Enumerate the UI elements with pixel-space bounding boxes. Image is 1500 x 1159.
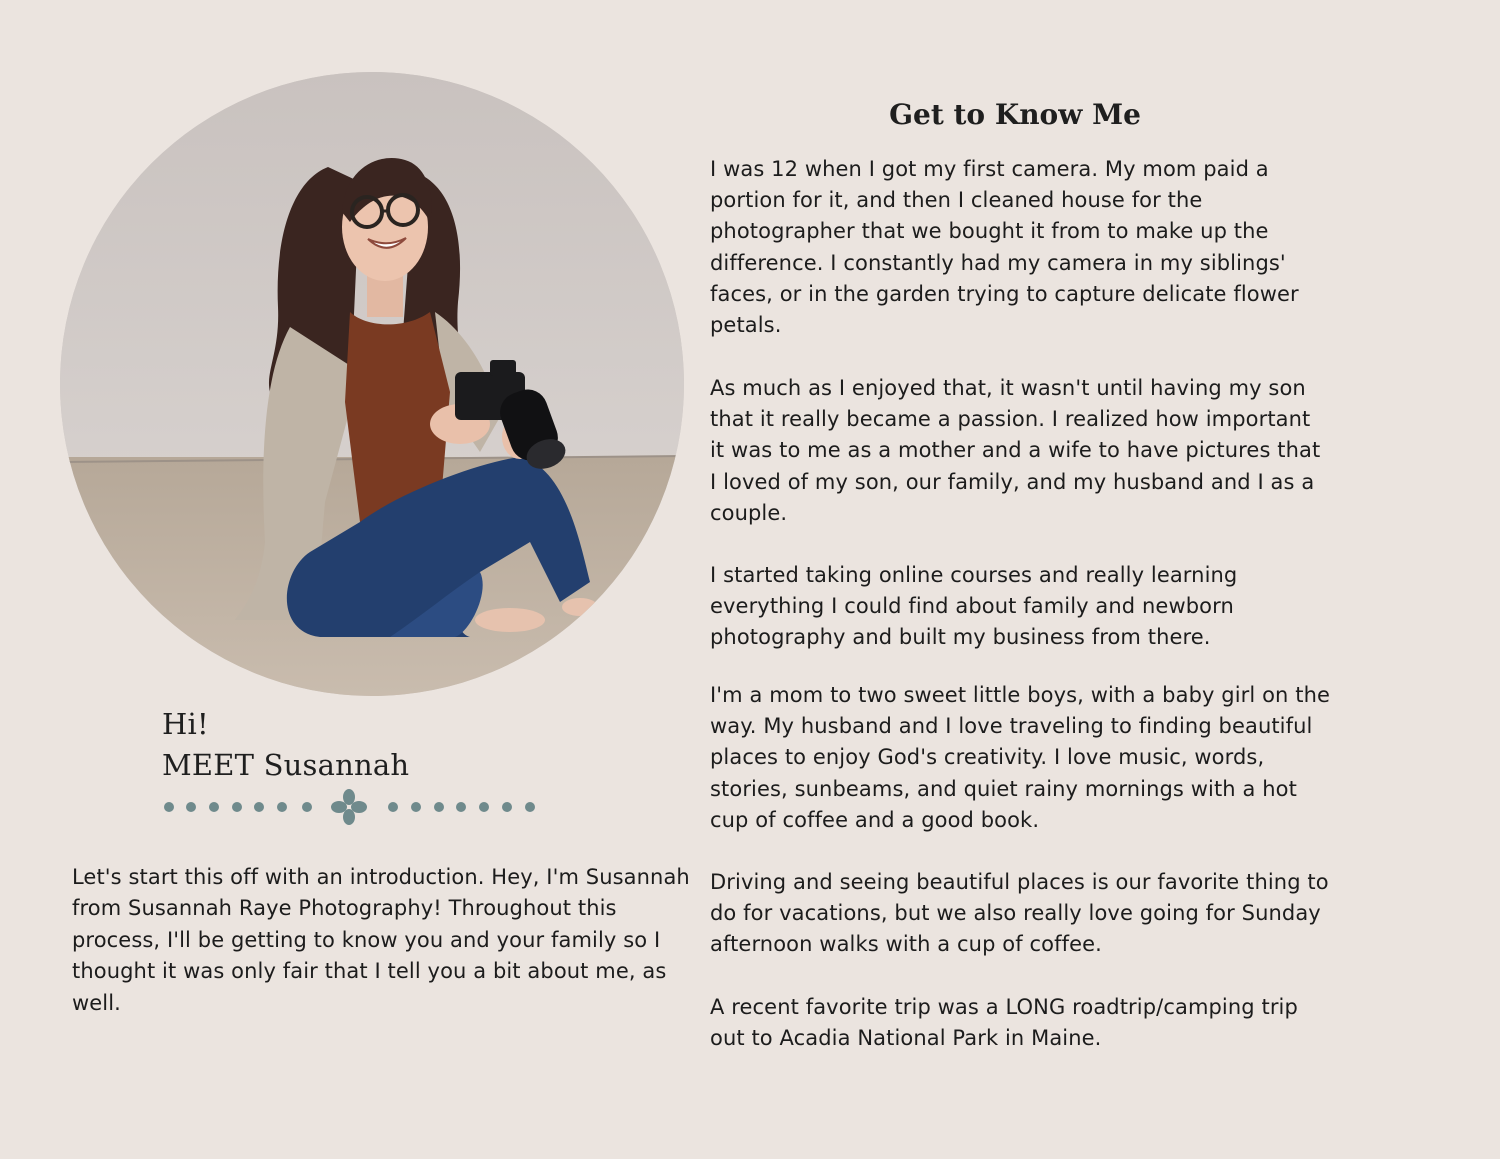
about-paragraph-2: As much as I enjoyed that, it wasn't until having my son that it really became a passion. I realized how important it was to me as a mother and a wife to have pictures that I loved of my son, our family, and my husband and I as a couple. bbox=[710, 376, 1321, 525]
about-paragraph-1: I was 12 when I got my first camera. My mom paid a portion for it, and then I cleaned house for the photographer that we bought it from to make up the difference. I constantly had my camera in my siblings' faces, or in the garden trying to capture delicate flower petals. bbox=[710, 157, 1299, 338]
divider-dots-left bbox=[164, 802, 312, 812]
intro-paragraph: Let's start this off with an introduction. Hey, I'm Susannah from Susannah Raye Photography! Throughout this process, I'll be getting to know you and your family so I thought it was only fair that I tell you a bit about me, as well. bbox=[72, 865, 690, 1015]
about-paragraph-5: Driving and seeing beautiful places is our favorite thing to do for vacations, but we also really love going for Sunday afternoon walks with a cup of coffee. bbox=[710, 870, 1329, 957]
divider-dots-right bbox=[388, 802, 535, 812]
greeting-meet: MEET Susannah bbox=[162, 748, 410, 782]
about-heading: Get to Know Me bbox=[889, 98, 1141, 131]
greeting-hi: Hi! bbox=[162, 707, 209, 741]
about-paragraph-4: I'm a mom to two sweet little boys, with a baby girl on the way. My husband and I love traveling to finding beautiful places to enjoy God's creativity. I love music, words, stories, sunbeams, and quiet rainy mornings with a hot cup of coffee and a good book. bbox=[710, 683, 1331, 832]
portrait-photo bbox=[60, 72, 684, 696]
portrait-illustration bbox=[60, 72, 684, 696]
about-paragraph-6: A recent favorite trip was a LONG roadtrip/camping trip out to Acadia National Park in Maine. bbox=[710, 995, 1298, 1051]
ornament-divider bbox=[160, 788, 542, 826]
four-petal-flower-icon bbox=[331, 789, 367, 825]
about-paragraph-3: I started taking online courses and really learning everything I could find about family and newborn photography and built my business from there. bbox=[710, 563, 1238, 650]
greeting-heading bbox=[162, 704, 409, 786]
